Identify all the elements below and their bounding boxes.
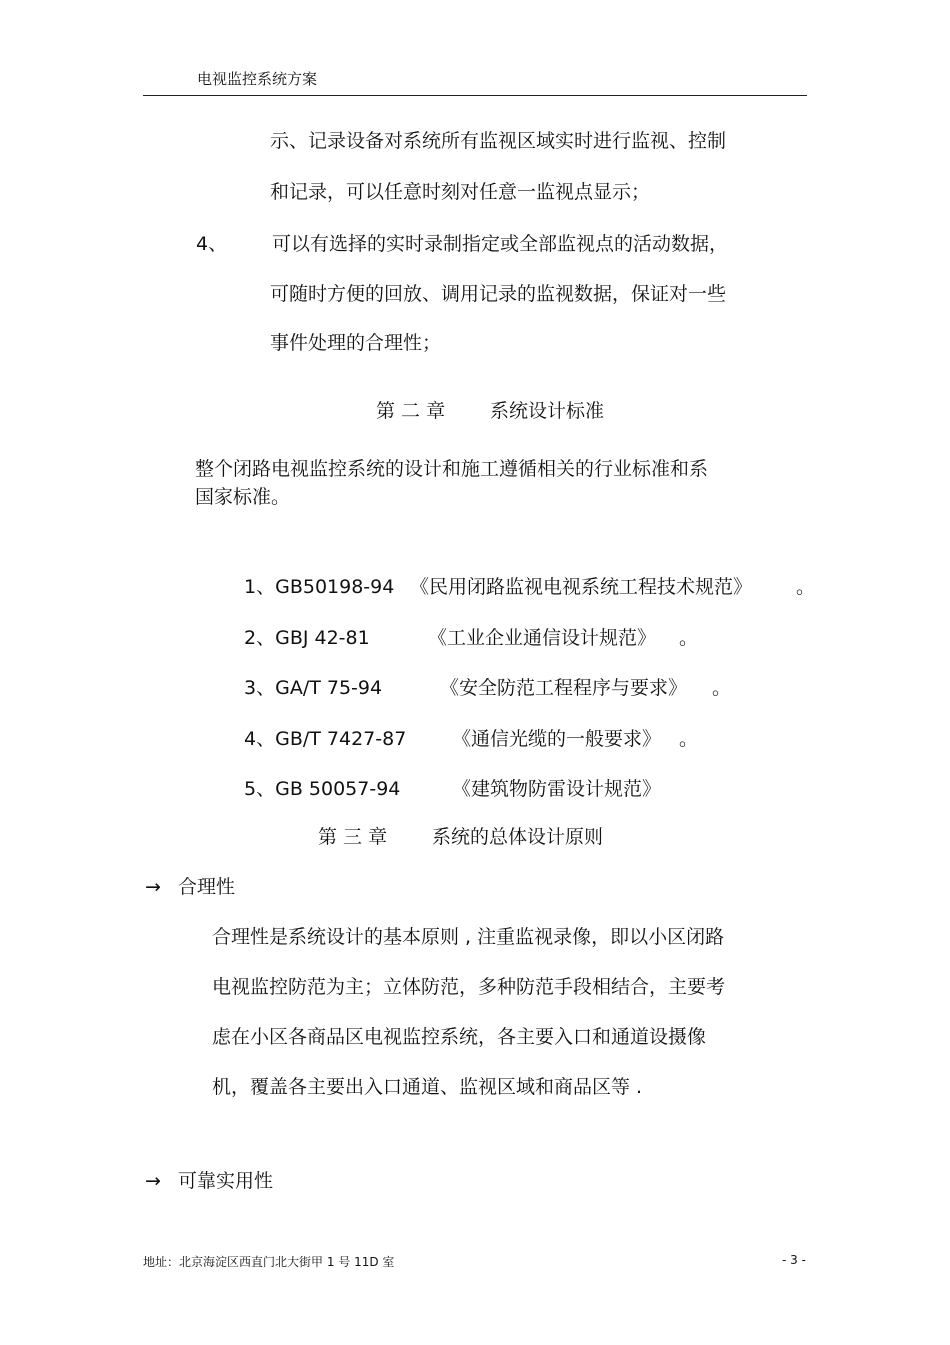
standard-name-1: 《民用闭路监视电视系统工程技术规范》 xyxy=(410,576,753,598)
footer-address: 地址：北京海淀区西直门北大街甲 1 号 11D 室 xyxy=(143,1255,395,1269)
reasonable-line-1: 合理性是系统设计的基本原则 , 注重监视录像，即以小区闭路 xyxy=(212,926,725,948)
standard-number: 5、 xyxy=(244,778,276,800)
reasonable-line-4: 机，覆盖各主要出入口通道、监视区域和商品区等 . xyxy=(212,1076,643,1098)
item-4-line-3: 事件处理的合理性； xyxy=(270,332,442,354)
section-heading-reasonable: 合理性 xyxy=(178,876,236,898)
standard-end-2: 。 xyxy=(679,627,699,649)
arrow-icon: → xyxy=(145,1170,161,1192)
standard-end-4: 。 xyxy=(679,728,699,750)
item-4-number: 4、 xyxy=(196,233,228,255)
page-header-title: 电视监控系统方案 xyxy=(197,70,318,88)
chapter-2-title: 系统设计标准 xyxy=(490,400,605,422)
chapter-3-title: 系统的总体设计原则 xyxy=(432,826,604,848)
section-heading-reliable: 可靠实用性 xyxy=(178,1170,274,1192)
standard-name-3: 《安全防范工程程序与要求》 xyxy=(440,677,688,699)
standard-number: 2、 xyxy=(244,627,276,649)
standard-item-1 xyxy=(244,575,394,599)
standard-code: GA/T 75-94 xyxy=(275,677,383,699)
standard-number: 3、 xyxy=(244,677,276,699)
reasonable-line-2: 电视监控防范为主；立体防范，多种防范手段相结合，主要考 xyxy=(212,976,726,998)
chapter-2-label: 第 二 章 xyxy=(376,400,446,422)
standard-item-2 xyxy=(244,626,370,650)
standard-number: 4、 xyxy=(244,728,276,750)
intro-line-2: 和记录，可以任意时刻对任意一监视点显示； xyxy=(270,181,651,203)
standard-item-3 xyxy=(244,676,382,700)
chapter-2-para-line-1: 整个闭路电视监控系统的设计和施工遵循相关的行业标准和系 xyxy=(195,458,709,480)
standard-end-1: 。 xyxy=(796,576,816,598)
standard-code: GBJ 42-81 xyxy=(275,627,370,649)
footer-page-number: - 3 - xyxy=(782,1253,806,1267)
standard-name-5: 《建筑物防雷设计规范》 xyxy=(452,778,662,800)
standard-code: GB/T 7427-87 xyxy=(275,728,407,750)
standard-code: GB50198-94 xyxy=(275,576,395,598)
standard-end-3: 。 xyxy=(712,677,732,699)
standard-name-2: 《工业企业通信设计规范》 xyxy=(428,627,657,649)
standard-code: GB 50057-94 xyxy=(275,778,401,800)
standard-item-5 xyxy=(244,777,400,801)
chapter-3-label: 第 三 章 xyxy=(318,826,388,848)
item-4-line-2: 可随时方便的回放、调用记录的监视数据，保证对一些 xyxy=(270,283,727,305)
arrow-icon: → xyxy=(145,876,161,898)
standard-item-4 xyxy=(244,727,406,751)
reasonable-line-3: 虑在小区各商品区电视监控系统，各主要入口和通道设摄像 xyxy=(212,1026,707,1048)
chapter-2-para-line-2: 国家标准。 xyxy=(195,486,291,508)
intro-line-1: 示、记录设备对系统所有监视区域实时进行监视、控制 xyxy=(270,130,727,152)
standard-number: 1、 xyxy=(244,576,276,598)
standard-name-4: 《通信光缆的一般要求》 xyxy=(452,728,662,750)
header-divider xyxy=(143,95,807,96)
item-4-line-1: 可以有选择的实时录制指定或全部监视点的活动数据， xyxy=(272,233,729,255)
